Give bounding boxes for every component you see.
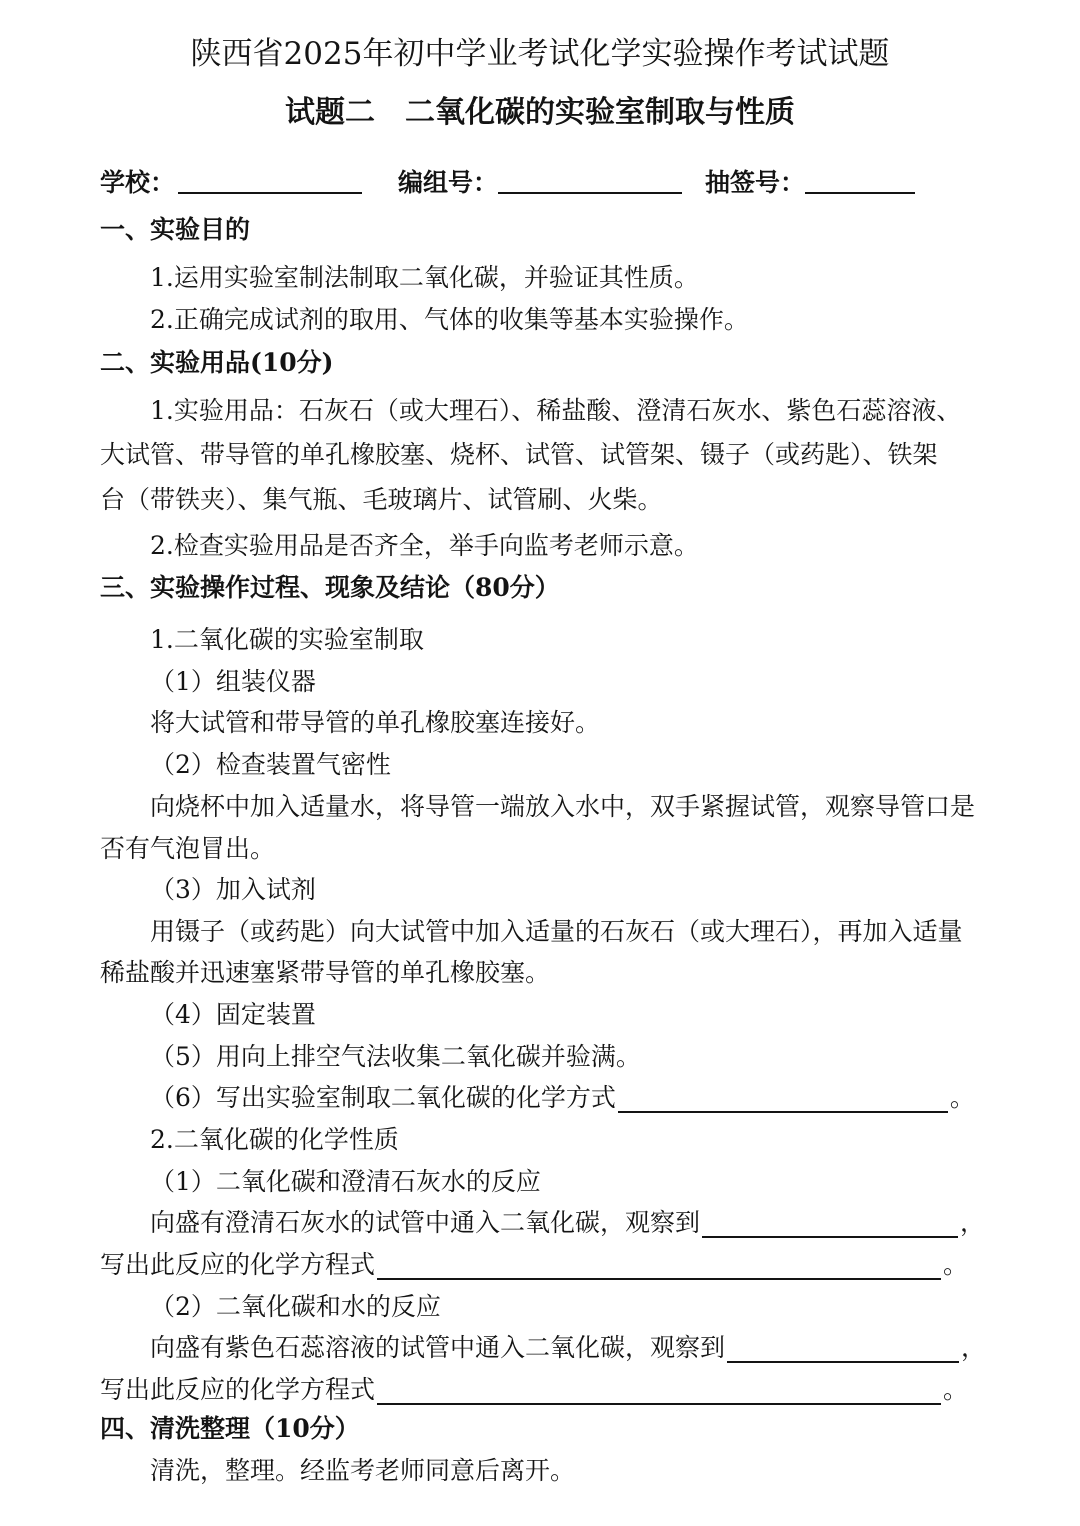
- period: 。: [949, 1083, 975, 1112]
- group-blank[interactable]: [498, 190, 682, 194]
- equation-blank-1[interactable]: [618, 1087, 948, 1113]
- reaction-2-observe-text: 向盛有紫色石蕊溶液的试管中通入二氧化碳，观察到: [150, 1333, 726, 1362]
- step-1-text: 将大试管和带导管的单孔橡胶塞连接好。: [150, 708, 601, 737]
- lot-label: 抽签号：: [705, 168, 806, 197]
- observation-blank-2[interactable]: [727, 1337, 959, 1363]
- section-2-item-2: 2.检查实验用品是否齐全，举手向监考老师示意。: [150, 531, 699, 560]
- lot-blank[interactable]: [805, 190, 915, 194]
- section-3-heading: 三、实验操作过程、现象及结论（80分）: [100, 573, 560, 602]
- group-label: 编组号：: [398, 168, 499, 197]
- section-2-item-1-line-2: 大试管、带导管的单孔橡胶塞、烧杯、试管、试管架、镊子（或药匙）、铁架: [100, 440, 938, 469]
- step-6-line: [150, 1083, 975, 1113]
- page-title: 陕西省2025年初中学业考试化学实验操作考试试题: [190, 36, 890, 72]
- section-1-item-2: 2.正确完成试剂的取用、气体的收集等基本实验操作。: [150, 305, 749, 334]
- period: 。: [943, 1250, 969, 1279]
- reaction-1-observe-text: 向盛有澄清石灰水的试管中通入二氧化碳，观察到: [150, 1208, 701, 1237]
- reaction-2-observe-line: [150, 1333, 986, 1363]
- step-2-title: （2）检查装置气密性: [150, 750, 391, 779]
- equation-blank-2[interactable]: [377, 1254, 941, 1280]
- reaction-1-equation-text: 写出此反应的化学方程式: [100, 1250, 376, 1279]
- section-4-heading: 四、清洗整理（10分）: [100, 1414, 360, 1443]
- section-1-heading: 一、实验目的: [100, 215, 251, 244]
- step-6-title: （6）写出实验室制取二氧化碳的化学方式: [150, 1083, 616, 1112]
- step-3-text-line-1: 用镊子（或药匙）向大试管中加入适量的石灰石（或大理石），再加入适量: [150, 917, 963, 946]
- step-4-title: （4）固定装置: [150, 1000, 316, 1029]
- section-2-heading: 二、实验用品(10分): [100, 348, 334, 377]
- subsection-2-title: 2.二氧化碳的化学性质: [150, 1125, 399, 1154]
- step-3-text-line-2: 稀盐酸并迅速塞紧带导管的单孔橡胶塞。: [100, 958, 551, 987]
- reaction-2-title: （2）二氧化碳和水的反应: [150, 1292, 441, 1321]
- step-2-text-line-1: 向烧杯中加入适量水，将导管一端放入水中，双手紧握试管，观察导管口是: [150, 792, 976, 821]
- step-5-title: （5）用向上排空气法收集二氧化碳并验满。: [150, 1042, 641, 1071]
- reaction-1-observe-line: [150, 1208, 985, 1238]
- step-1-title: （1）组装仪器: [150, 667, 316, 696]
- section-2-item-1-line-1: 1.实验用品：石灰石（或大理石）、稀盐酸、澄清石灰水、紫色石蕊溶液、: [150, 396, 962, 425]
- reaction-2-equation-text: 写出此反应的化学方程式: [100, 1375, 376, 1404]
- comma: ，: [961, 1333, 987, 1362]
- period: 。: [943, 1375, 969, 1404]
- equation-blank-3[interactable]: [377, 1379, 941, 1405]
- step-2-text-line-2: 否有气泡冒出。: [100, 834, 276, 863]
- reaction-2-equation-line: [100, 1375, 968, 1405]
- school-blank[interactable]: [178, 190, 362, 194]
- observation-blank-1[interactable]: [702, 1212, 958, 1238]
- section-4-text: 清洗，整理。经监考老师同意后离开。: [150, 1456, 576, 1485]
- section-2-item-1-line-3: 台（带铁夹）、集气瓶、毛玻璃片、试管刷、火柴。: [100, 485, 663, 514]
- section-1-item-1: 1.运用实验室制法制取二氧化碳，并验证其性质。: [150, 263, 699, 292]
- school-label: 学校：: [100, 168, 176, 197]
- page-subtitle: 试题二 二氧化碳的实验室制取与性质: [285, 95, 795, 130]
- reaction-1-title: （1）二氧化碳和澄清石灰水的反应: [150, 1167, 541, 1196]
- subsection-1-title: 1.二氧化碳的实验室制取: [150, 625, 424, 654]
- comma: ，: [960, 1208, 986, 1237]
- reaction-1-equation-line: [100, 1250, 968, 1280]
- step-3-title: （3）加入试剂: [150, 875, 316, 904]
